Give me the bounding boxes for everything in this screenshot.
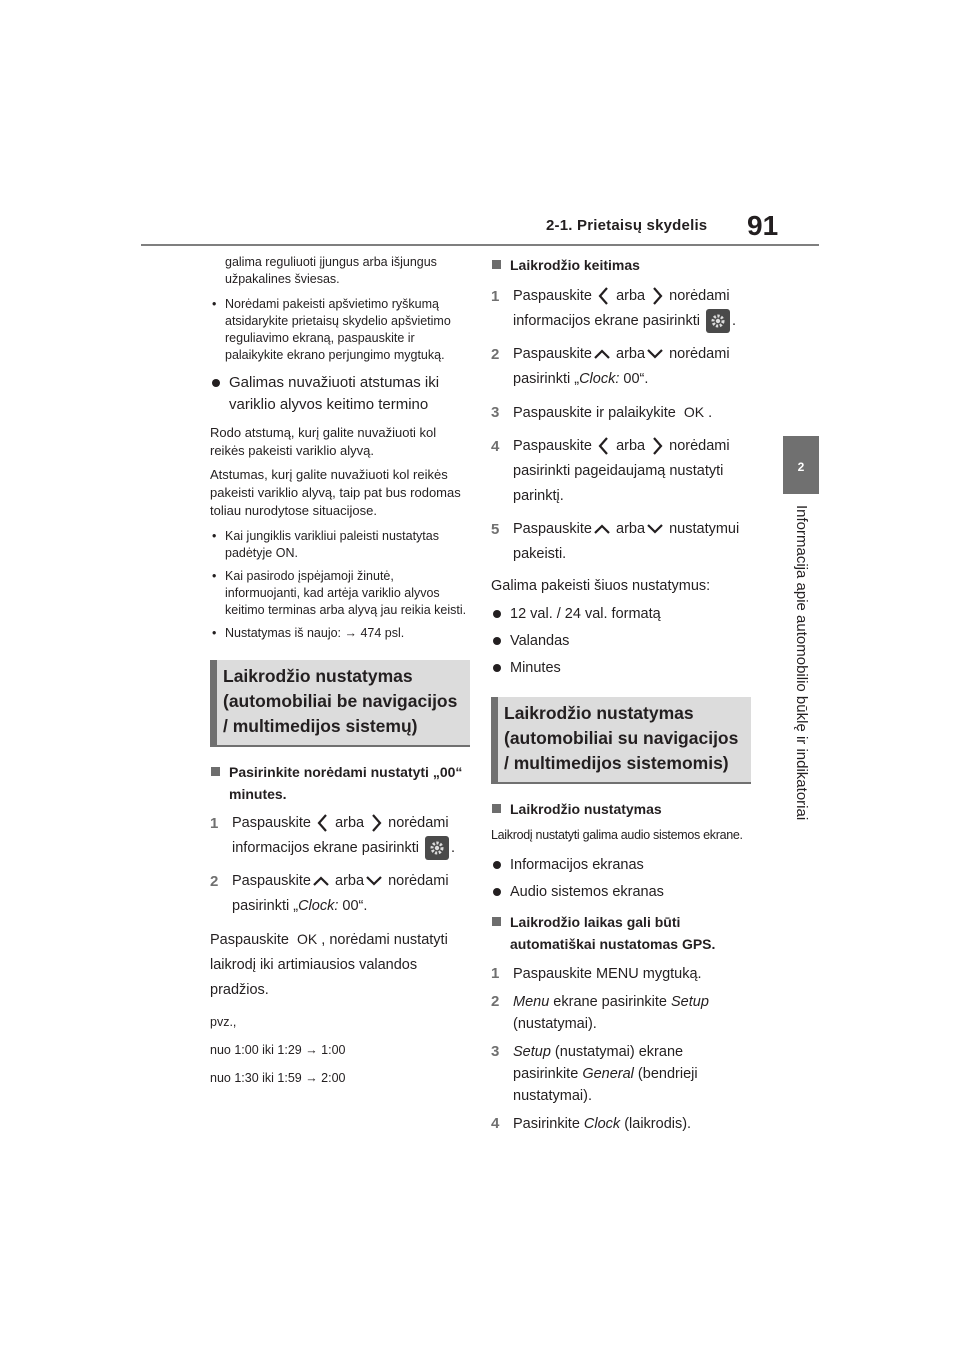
- options-intro: Galima pakeisti šiuos nustatymus:: [491, 578, 711, 594]
- gear-icon: [425, 836, 449, 860]
- step-number: 1: [210, 815, 219, 832]
- oil-bullet-2: • Kai pasirodo įspėjamoji žinutė, informuojanti, kad artėja variklio alyvos keitimo terminas arba alyvą jau reikia keisti.: [210, 568, 470, 619]
- step-number: 4: [491, 1115, 500, 1132]
- example-2: nuo 1:30 iki 1:59 → 2:00: [210, 1071, 346, 1085]
- example-1: nuo 1:00 iki 1:29 → 1:00: [210, 1043, 346, 1057]
- option-item: Minutes: [491, 657, 751, 679]
- example-label: pvz.,: [210, 1015, 237, 1029]
- section-box-no-nav: Laikrodžio nustatymas (automobiliai be navigacijos / multimedijos sistemų): [210, 660, 470, 747]
- continuation-text: galima reguliuoti įjungus arba išjungus užpakalines šviesas.: [225, 255, 437, 286]
- chevron-left-icon: [596, 435, 612, 457]
- left-step-1: 1 Paspauskite arba norėdami informacijos ekrane pasirinkti .: [210, 811, 470, 861]
- gps-step-1: 1 Paspauskite MENU mygtuką.: [491, 963, 751, 985]
- right-step-4: 4 Paspauskite arba norėdami pasirinkti pageidaujamą nustatyti parinktį.: [491, 434, 751, 509]
- brightness-bullet: • Norėdami pakeisti apšvietimo ryškumą atsidarykite prietaisų skydelio apšvietimo reguliavimo ekraną, paspauskite ir palaikykite ekrano perjungimo mygtuką.: [210, 296, 470, 364]
- chevron-down-icon: [364, 874, 384, 888]
- gps-step-3: 3 Setup (nustatymai) ekrane pasirinkite General (bendrieji nustatymai).: [491, 1043, 698, 1104]
- step-number: 1: [491, 288, 500, 305]
- step-number: 1: [491, 965, 500, 982]
- chevron-up-icon: [311, 874, 331, 888]
- screen-item: Informacijos ekranas: [491, 854, 751, 876]
- chevron-down-icon: [645, 522, 665, 536]
- audio-note: Laikrodį nustatyti galima audio sistemos ekrane.: [491, 828, 743, 842]
- left-column: [210, 254, 470, 1087]
- gear-icon: [706, 309, 730, 333]
- chevron-right-icon: [649, 285, 665, 307]
- oil-bullet-3: • Nustatymas iš naujo: → 474 psl.: [210, 625, 470, 642]
- left-step-2: 2 Paspauskite arba norėdami pasirinkti „Clock: 00“.: [210, 869, 470, 919]
- section-header-title: 2-1. Prietaisų skydelis: [546, 217, 708, 234]
- page-number: 91: [747, 210, 779, 241]
- subheading-gps: Laikrodžio laikas gali būti automatiškai nustatomas GPS.: [491, 911, 751, 955]
- gps-step-2: 2 Menu ekrane pasirinkite Setup (nustatymai).: [491, 993, 709, 1032]
- oil-bullet-1: • Kai jungiklis varikliui paleisti nustatytas padėtyje ON.: [210, 528, 470, 562]
- oil-distance-heading: Galimas nuvažiuoti atstumas iki variklio alyvos keitimo termino: [210, 372, 470, 416]
- right-step-3: 3 Paspauskite ir palaikykite OK .: [491, 400, 751, 426]
- ok-button-label: OK: [297, 931, 318, 947]
- step-number: 4: [491, 438, 500, 455]
- ok-button-label: OK: [683, 404, 705, 420]
- right-step-5: 5 Paspauskite arba nustatymui pakeisti.: [491, 517, 751, 567]
- subheading-set-00: Pasirinkite norėdami nustatyti „00“ minutes.: [210, 761, 470, 805]
- subheading-clock-setting: Laikrodžio nustatymas: [491, 798, 751, 820]
- step-number: 2: [210, 873, 219, 890]
- section-box-with-nav: Laikrodžio nustatymas (automobiliai su navigacijos / multimedijos sistemomis): [491, 697, 751, 784]
- screen-item: Audio sistemos ekranas: [491, 881, 751, 903]
- right-step-1: 1 Paspauskite arba norėdami informacijos ekrane pasirinkti .: [491, 284, 751, 334]
- gps-step-4: 4 Pasirinkite Clock (laikrodis).: [491, 1113, 751, 1135]
- oil-para-2: Atstumas, kurį galite nuvažiuoti kol reikės pakeisti variklio alyvą, taip pat bus rodomas toliau nurodytose situacijose.: [210, 467, 461, 518]
- header-rule: [141, 244, 819, 246]
- chevron-left-icon: [315, 812, 331, 834]
- chevron-right-icon: [649, 435, 665, 457]
- chapter-tab: 2: [783, 436, 819, 494]
- option-item: Valandas: [491, 630, 751, 652]
- step-number: 3: [491, 404, 500, 421]
- right-column: [491, 254, 751, 1143]
- oil-para-1: Rodo atstumą, kurį galite nuvažiuoti kol reikės pakeisti variklio alyvą.: [210, 425, 437, 458]
- chevron-left-icon: [596, 285, 612, 307]
- step-number: 2: [491, 993, 500, 1010]
- step-number: 2: [491, 346, 500, 363]
- chapter-side-title: Informacija apie automobilio būklę ir indikatoriai: [793, 505, 810, 821]
- step-number: 3: [491, 1043, 500, 1060]
- step-number: 5: [491, 521, 500, 538]
- option-item: 12 val. / 24 val. formatą: [491, 603, 751, 625]
- right-step-2: 2 Paspauskite arba norėdami pasirinkti „Clock: 00“.: [491, 342, 751, 392]
- chevron-down-icon: [645, 347, 665, 361]
- subheading-clock-change: Laikrodžio keitimas: [491, 254, 751, 276]
- chevron-right-icon: [368, 812, 384, 834]
- ok-instruction: Paspauskite OK , norėdami nustatyti laikrodį iki artimiausios valandos pradžios.: [210, 927, 470, 1003]
- chevron-up-icon: [592, 522, 612, 536]
- chevron-up-icon: [592, 347, 612, 361]
